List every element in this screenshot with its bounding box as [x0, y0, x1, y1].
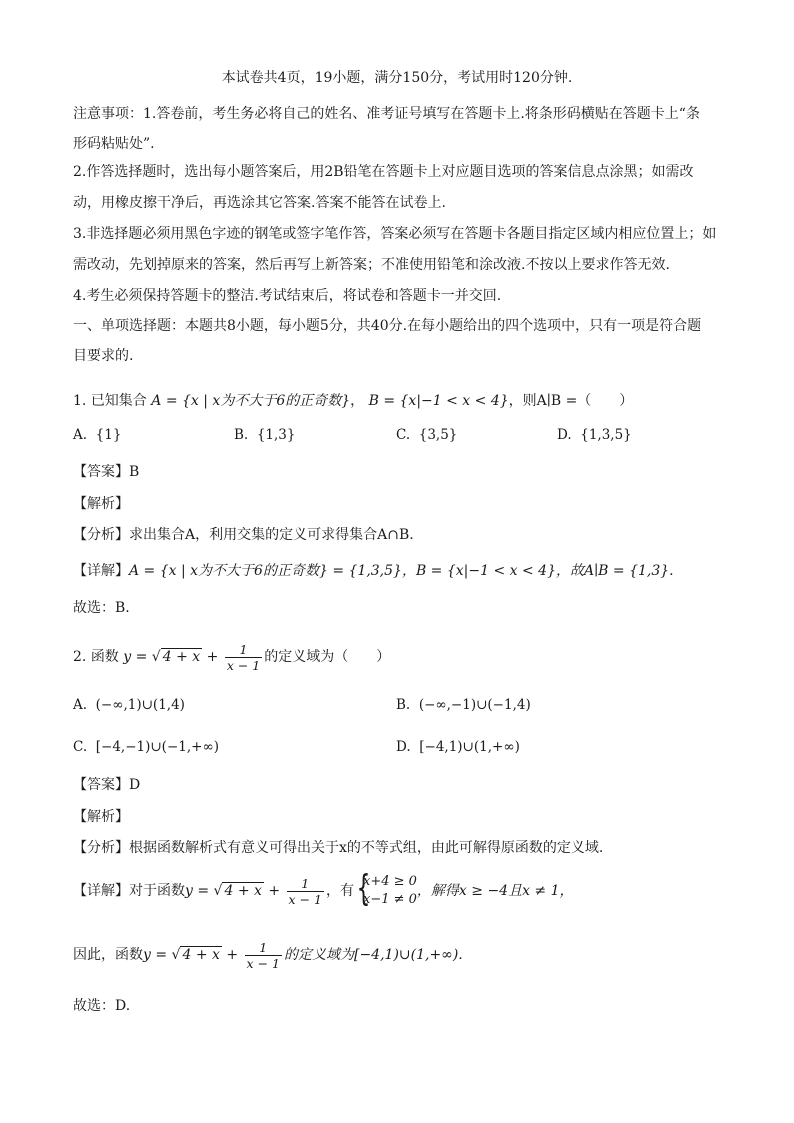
question-1-lead: 已知集合 — [90, 393, 147, 409]
question-2-therefore: 因此，函数y = √ 4 + x + $\frac{1}{x - 1}$ 的定义域为[−4,1)∪(1,+∞). — [73, 939, 463, 971]
question-2-option-a: A. (−∞,1)∪(1,4) — [73, 697, 185, 713]
question-1-fenxi — [73, 525, 734, 545]
question-2-option-b: B. (−∞,−1)∪(−1,4) — [396, 697, 531, 713]
question-1-answer — [73, 462, 734, 482]
question-1-stem: 1. 已知集合 A = {x | x为不大于6的正奇数}， B = {x|−1 < x < 4}，则A∣B =（ ） — [73, 393, 634, 409]
fenxi-text: 根据函数解析式有意义可得出关于x的不等式组，由此可解得原函数的定义域. — [129, 840, 604, 856]
question-1-ask: ，则A∣B =（ ） — [508, 393, 634, 409]
question-1-set-a: A = {x | x为不大于6的正奇数} — [151, 393, 351, 409]
question-1-xiangjie — [73, 561, 734, 581]
question-1-option-a: A. {1} — [73, 427, 122, 443]
notes-line-7: 4.考生必须保持答题卡的整洁.考试结束后，将试卷和答题卡一并交回. — [73, 288, 502, 304]
therefore-function: y = √ 4 + x + $\frac{1}{x - 1}$ — [143, 939, 280, 971]
question-1-set-b: B = {x|−1 < x < 4} — [368, 393, 509, 409]
notes-line-4: 动，用橡皮擦干净后，再选涂其它答案.答案不能答在试卷上. — [73, 195, 446, 211]
fenxi-label: 【分析】 — [73, 840, 129, 856]
xiangjie-function: y = √ 4 + x + $\frac{1}{x - 1}$ — [185, 875, 322, 907]
notes-line-6: 需改动，先划掉原来的答案，然后再写上新答案；不准使用铅笔和涂改液.不按以上要求作答无效. — [73, 257, 670, 273]
exam-summary: 本试卷共4页，19小题，满分150分，考试用时120分钟. — [221, 70, 573, 86]
question-2-lead: 函数 — [90, 649, 119, 665]
answer-value: D — [129, 777, 141, 793]
xiangjie-text: A = {x | x为不大于6的正奇数} = {1,3,5}，B = {x|−1 < x < 4}，故A∣B = {1,3}. — [129, 563, 674, 579]
xiangjie-label: 【详解】 — [73, 883, 129, 899]
question-2-option-c: C. [−4,−1)∪(−1,+∞) — [73, 739, 219, 755]
answer-label: 【答案】 — [73, 464, 129, 480]
answer-label: 【答案】 — [73, 777, 129, 793]
fenxi-text: 求出集合A，利用交集的定义可求得集合A∩B. — [129, 527, 414, 543]
question-2-analysis-label: 【解析】 — [73, 809, 129, 825]
notes-line-1: 注意事项：1.答卷前，考生务必将自己的姓名、准考证号填写在答题卡上.将条形码横贴在答题卡上“条 — [73, 106, 700, 122]
section-heading-line-1: 一、单项选择题：本题共8小题，每小题5分，共40分.在每小题给出的四个选项中，只有一项是符合题 — [73, 318, 702, 334]
question-2-number: 2. — [73, 649, 87, 665]
notes-line-5: 3.非选择题必须用黑色字迹的钢笔或签字笔作答，答案必须写在答题卡各题目指定区域内相应位置上；如 — [73, 226, 717, 242]
question-2-answer — [73, 775, 734, 795]
question-1-option-b: B. {1,3} — [234, 427, 296, 443]
question-2-conclusion: 故选：D. — [73, 998, 131, 1014]
fenxi-label: 【分析】 — [73, 527, 129, 543]
notes-line-3: 2.作答选择题时，选出每小题答案后，用2B铅笔在答题卡上对应题目选项的答案信息点涂黑；如需改 — [73, 164, 694, 180]
question-2-option-d: D. [−4,1)∪(1,+∞) — [396, 739, 520, 755]
question-1-analysis-label: 【解析】 — [73, 496, 129, 512]
inequality-system: { x+4 ≥ 0 x−1 ≠ 0 — [354, 873, 417, 909]
question-1-number: 1. — [73, 393, 87, 409]
notes-line-2: 形码粘贴处”. — [73, 136, 155, 152]
question-2-stem — [73, 640, 734, 674]
question-1-option-d: D. {1,3,5} — [557, 427, 632, 443]
question-2-ask: 的定义域为（ ） — [264, 649, 391, 665]
section-heading-line-2: 目要求的. — [73, 348, 134, 364]
question-1-conclusion: 故选：B. — [73, 600, 130, 616]
question-1-option-c: C. {3,5} — [396, 427, 458, 443]
question-2-function: y = √ 4 + x + $\frac{1}{x - 1}$ — [123, 641, 261, 673]
xiangjie-label: 【详解】 — [73, 563, 129, 579]
question-2-fenxi — [73, 838, 734, 858]
answer-value: B — [129, 464, 140, 480]
question-2-xiangjie: 【详解】对于函数y = √ 4 + x + $\frac{1}{x - 1}$ ，有 { x+4 ≥ 0 x−1 ≠ 0 ，解得x ≥ −4且x ≠ 1， — [73, 870, 734, 912]
